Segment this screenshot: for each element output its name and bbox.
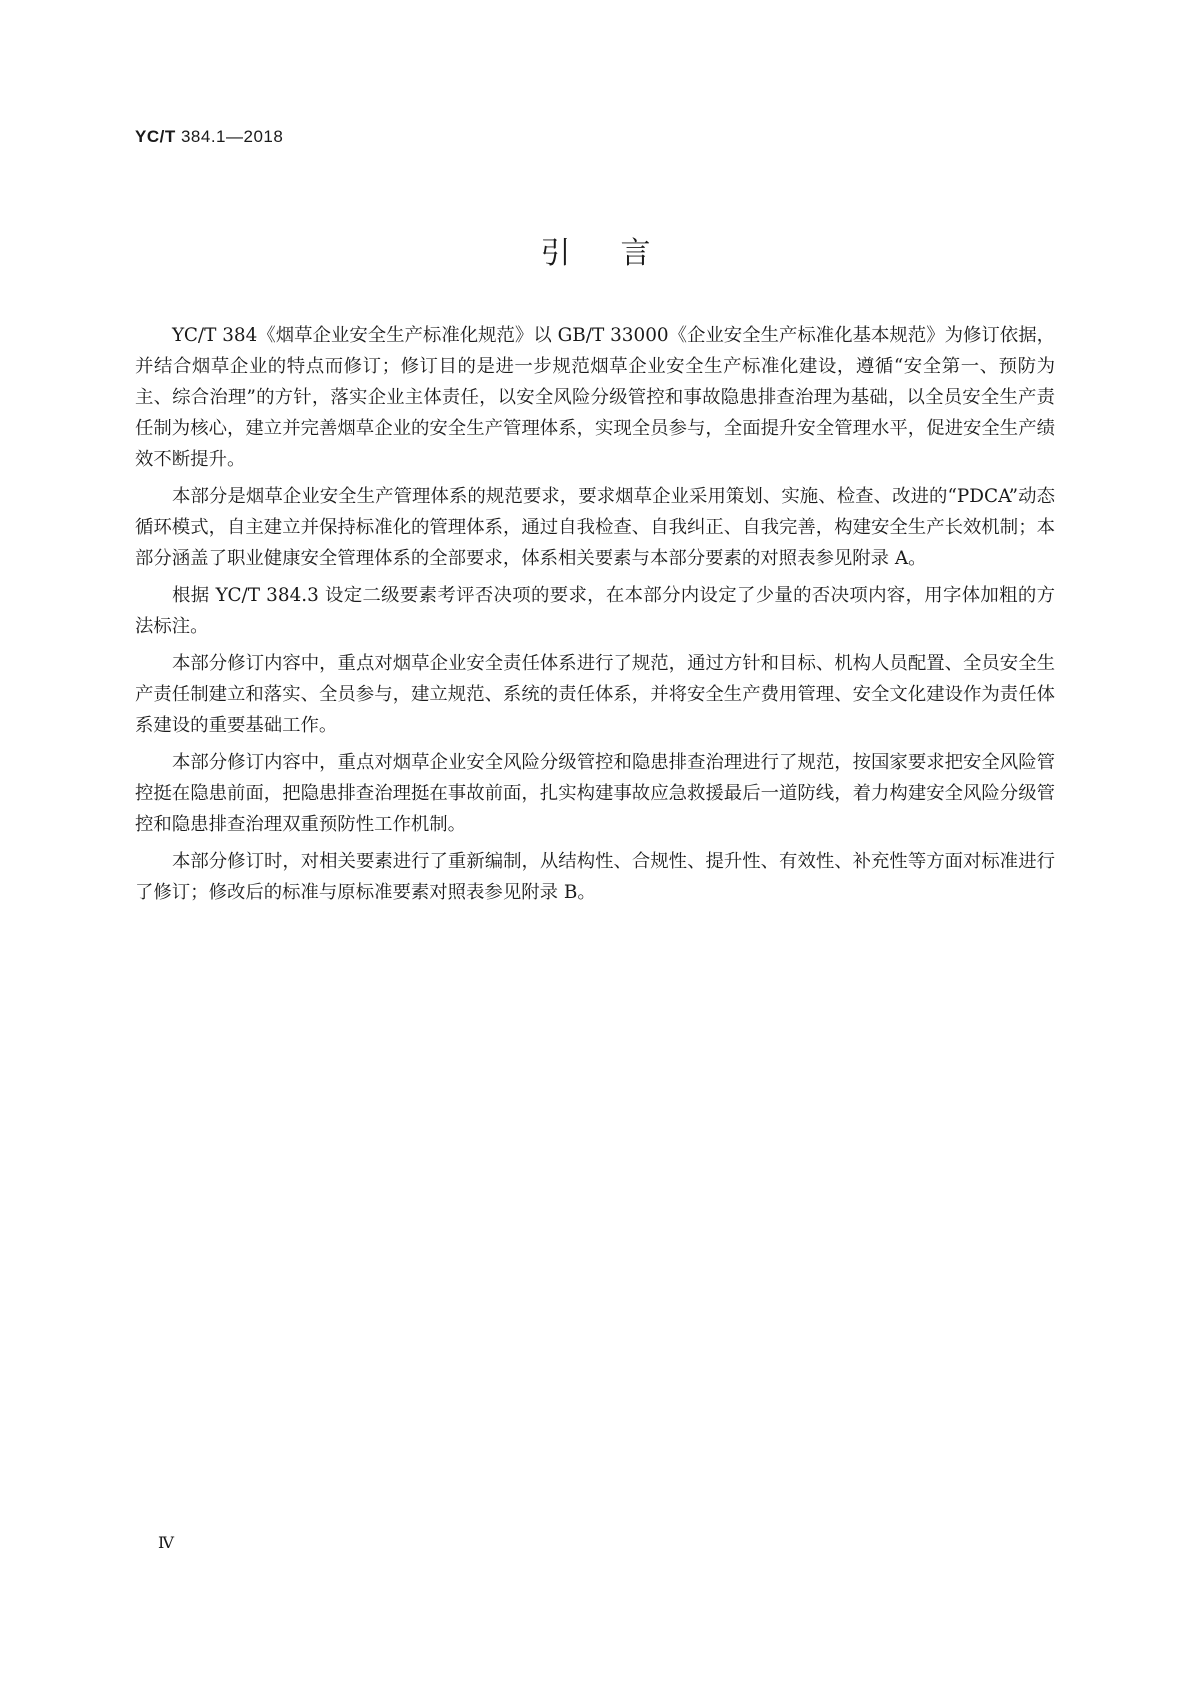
- paragraph-2: 本部分是烟草企业安全生产管理体系的规范要求，要求烟草企业采用策划、实施、检查、改进的“PDCA”动态循环模式，自主建立并保持标准化的管理体系，通过自我检查、自我纠正、自我完善，构建安全生产长效机制；本部分涵盖了职业健康安全管理体系的全部要求，体系相关要素与本部分要素的对照表参见附录 A。: [135, 486, 1055, 569]
- paragraph-6: 本部分修订时，对相关要素进行了重新编制，从结构性、合规性、提升性、有效性、补充性等方面对标准进行了修订；修改后的标准与原标准要素对照表参见附录 B。: [135, 851, 1055, 903]
- paragraph-4: 本部分修订内容中，重点对烟草企业安全责任体系进行了规范，通过方针和目标、机构人员配置、全员安全生产责任制建立和落实、全员参与，建立规范、系统的责任体系，并将安全生产费用管理、安全文化建设作为责任体系建设的重要基础工作。: [135, 653, 1055, 736]
- document-identifier: [135, 127, 283, 147]
- document-code: YC/T: [135, 127, 176, 146]
- paragraph-3: 根据 YC/T 384.3 设定二级要素考评否决项的要求，在本部分内设定了少量的否决项内容，用字体加粗的方法标注。: [135, 585, 1055, 637]
- paragraph-1: YC/T 384《烟草企业安全生产标准化规范》以 GB/T 33000《企业安全生产标准化基本规范》为修订依据，并结合烟草企业的特点而修订；修订目的是进一步规范烟草企业安全生产标准化建设，遵循“安全第一、预防为主、综合治理”的方针，落实企业主体责任，以安全风险分级管控和事故隐患排查治理为基础，以全员安全生产责任制为核心，建立并完善烟草企业的安全生产管理体系，实现全员参与，全面提升安全管理水平，促进安全生产绩效不断提升。: [135, 325, 1055, 470]
- page-title: 引言: [540, 236, 701, 271]
- document-number: 384.1—2018: [180, 127, 284, 146]
- paragraph-5: 本部分修订内容中，重点对烟草企业安全风险分级管控和隐患排查治理进行了规范，按国家要求把安全风险管控挺在隐患前面，把隐患排查治理挺在事故前面，扎实构建事故应急救援最后一道防线，着力构建安全风险分级管控和隐患排查治理双重预防性工作机制。: [135, 752, 1055, 835]
- page-number: Ⅳ: [158, 1533, 174, 1552]
- introduction-body: [135, 320, 1055, 914]
